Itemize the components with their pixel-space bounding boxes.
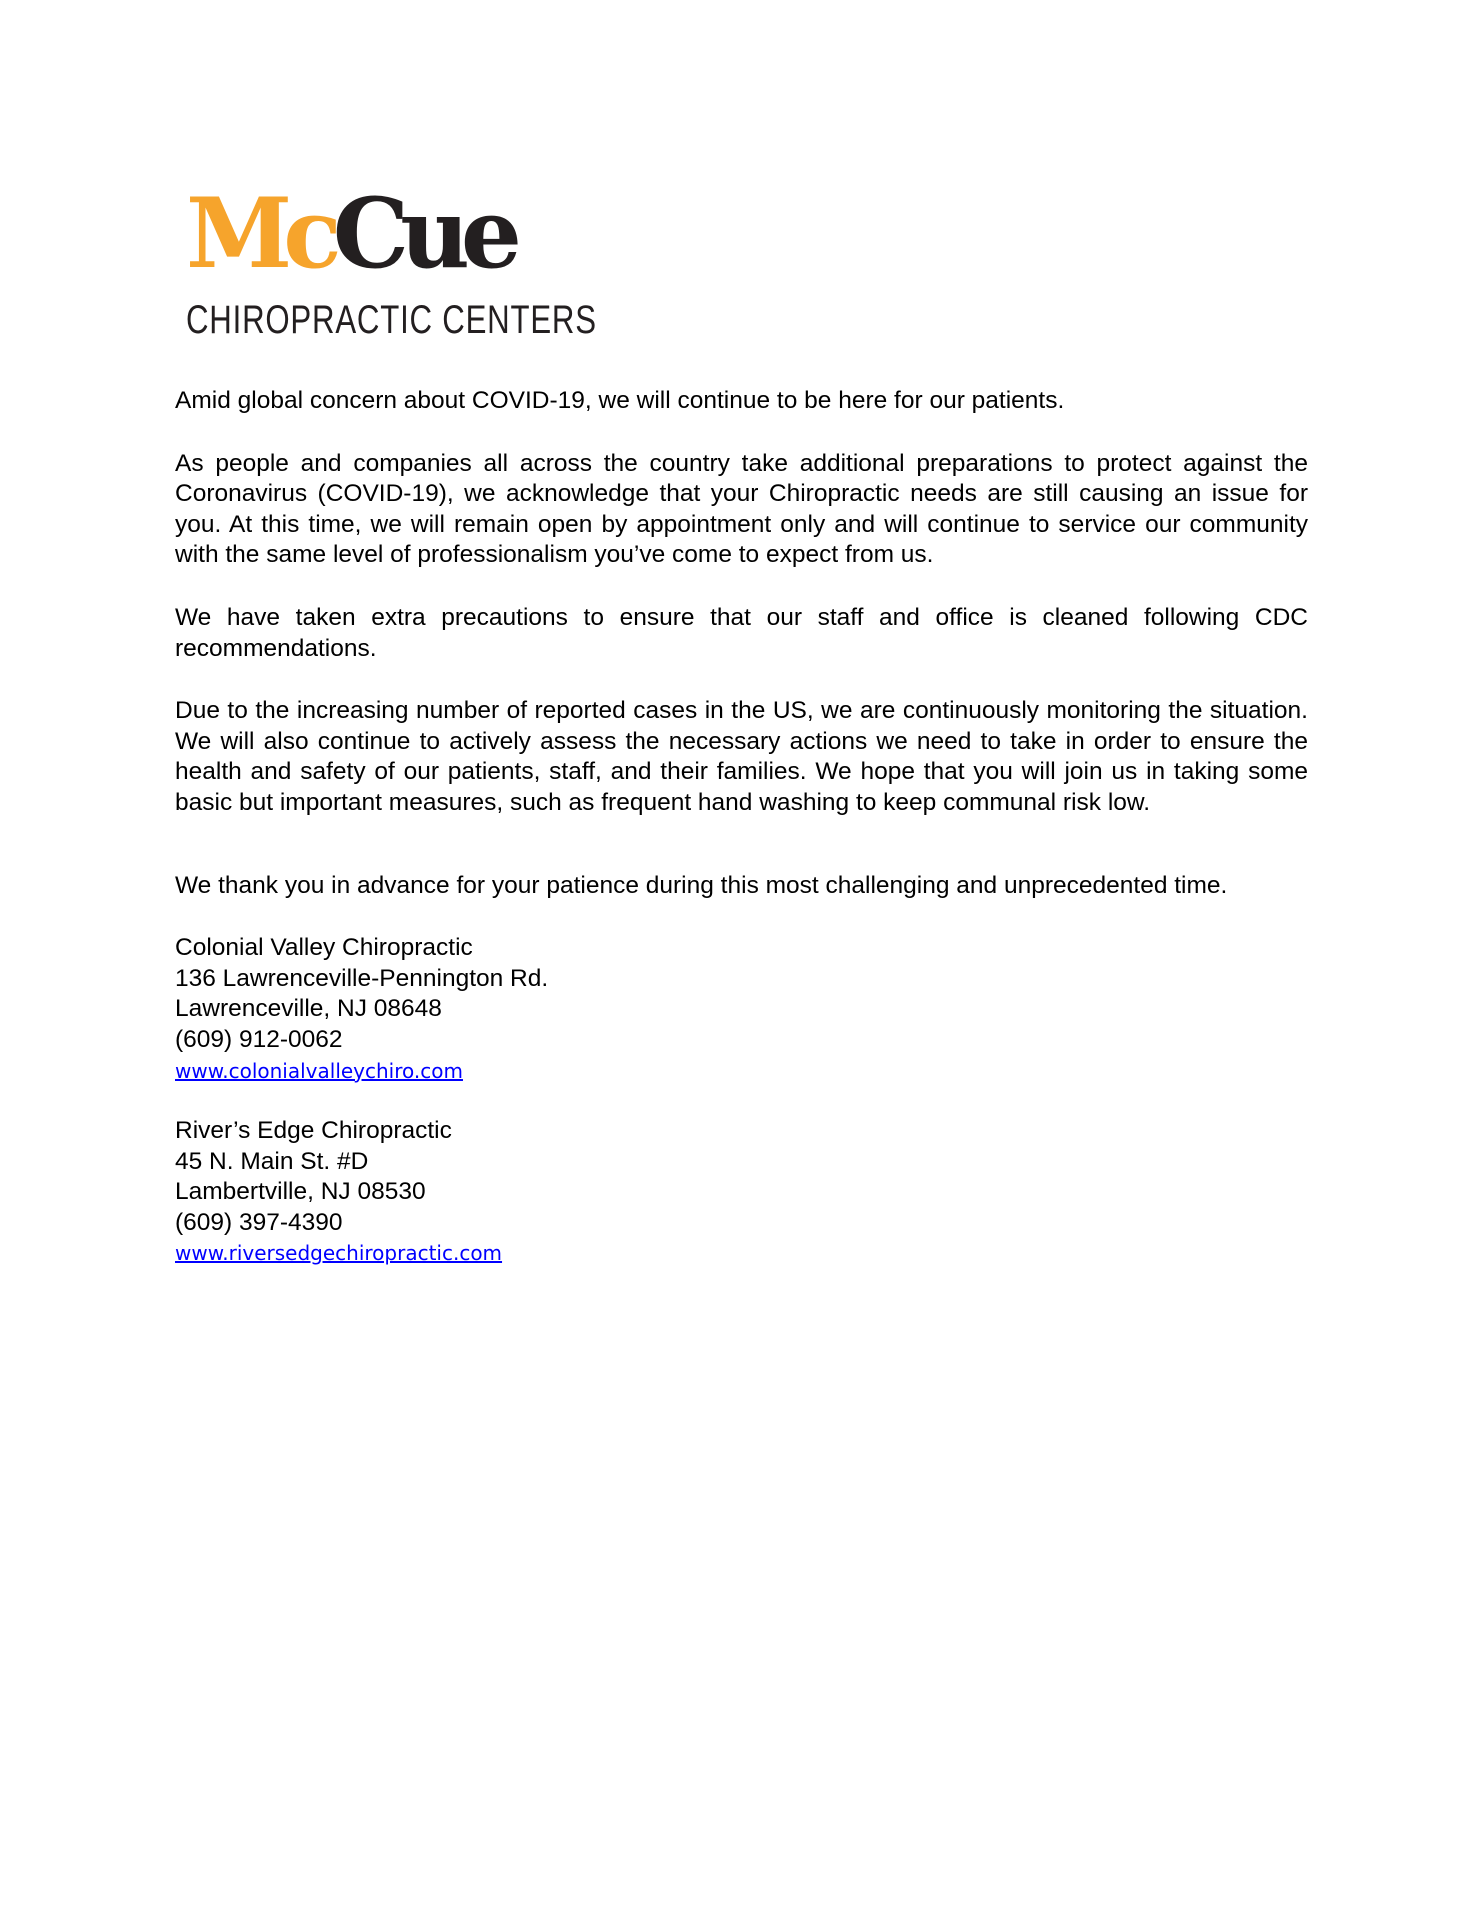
location-phone: (609) 397-4390 (175, 1208, 343, 1236)
location-street: 45 N. Main St. #D (175, 1147, 369, 1175)
logo-wordmark (186, 177, 513, 290)
location-street: 136 Lawrenceville-Pennington Rd. (175, 964, 549, 992)
location-phone: (609) 912-0062 (175, 1025, 343, 1053)
logo-mc: Mc (186, 177, 333, 290)
location-website-link[interactable]: www.riversedgechiropractic.com (175, 1241, 503, 1266)
paragraph-intro: Amid global concern about COVID-19, we will continue to be here for our patients. (175, 387, 1065, 414)
location-colonial-valley (175, 933, 1308, 1086)
paragraph-thanks: We thank you in advance for your patience during this most challenging and unprecedented time. (175, 871, 1228, 899)
paragraph-preparations: As people and companies all across the country take additional preparations to protect against the Coronavirus (COVID-19), we acknowledge that your Chiropractic needs are still causing an issue for you. At this time, we will remain open by appointment only and will continue to service our community with the same level of professionalism you’ve come to expect from us. (175, 449, 1308, 569)
paragraph-monitoring: Due to the increasing number of reported cases in the US, we are continuously monitoring the situation. We will also continue to actively assess the necessary actions we need to take in order to ensure the health and safety of our patients, staff, and their families. We hope that you will join us in taking some basic but important measures, such as frequent hand washing to keep communal risk low. (175, 697, 1308, 816)
location-city: Lawrenceville, NJ 08648 (175, 995, 442, 1023)
location-city: Lambertville, NJ 08530 (175, 1178, 426, 1206)
mccue-logo (186, 177, 597, 342)
location-name: River’s Edge Chiropractic (175, 1117, 452, 1145)
location-website-link[interactable]: www.colonialvalleychiro.com (175, 1058, 463, 1083)
location-name: Colonial Valley Chiropractic (175, 934, 473, 962)
location-rivers-edge (175, 1116, 1308, 1269)
logo-cue: Cue (332, 177, 513, 290)
letter-body (175, 386, 1308, 1299)
paragraph-precautions: We have taken extra precautions to ensure that our staff and office is cleaned following CDC recommendations. (175, 603, 1308, 662)
logo-subtitle: CHIROPRACTIC CENTERS (186, 298, 597, 342)
